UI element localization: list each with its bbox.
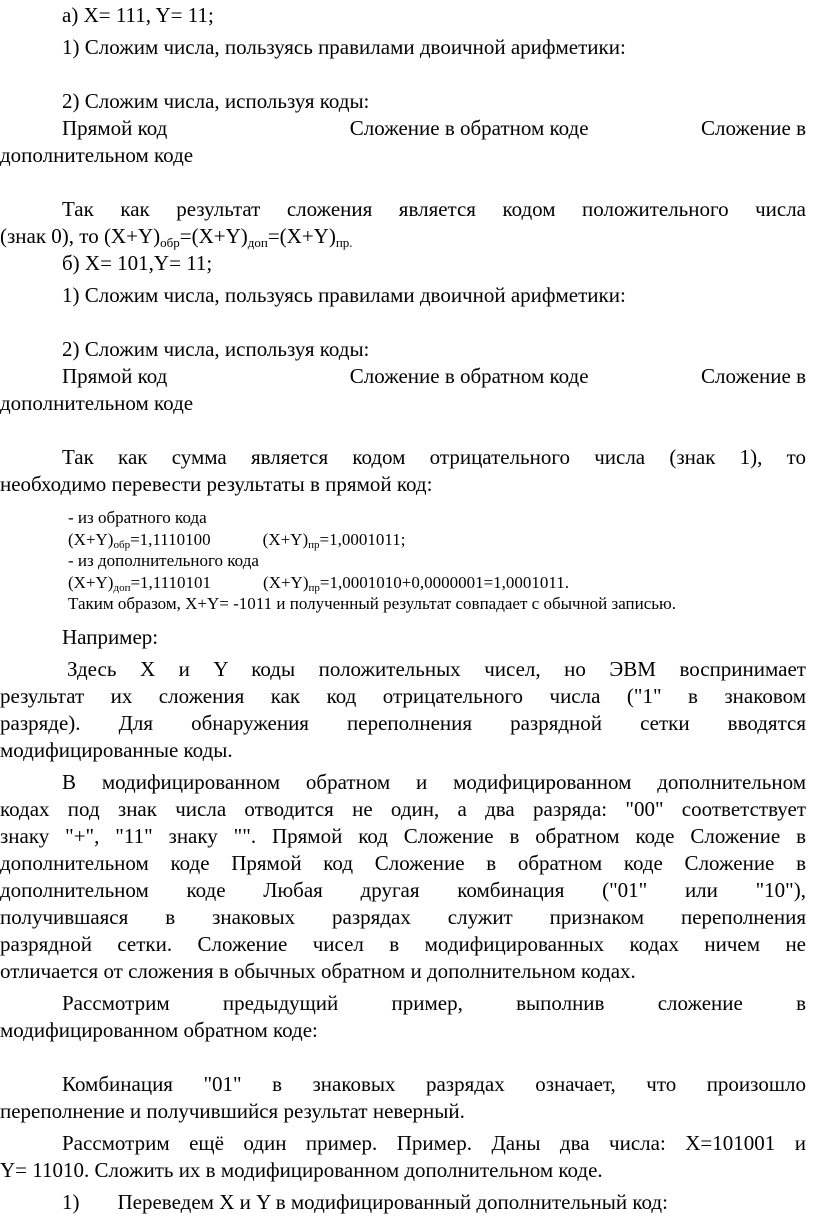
modified-line-7: разрядной сетки. Сложение чисел в модифицированных кодах ничем не <box>0 932 806 956</box>
col-direct-code: Прямой код <box>62 364 168 388</box>
section-a-step2: 2) Сложим числа, используя коды: <box>62 89 370 113</box>
modified-line-8: отличается от сложения в обычных обратном и дополнительном кодах. <box>0 959 636 983</box>
combination-line-2: переполнение и получившийся результат неверный. <box>0 1099 465 1123</box>
section-a-columns <box>62 115 806 142</box>
another-line-2: Y= 11010. Сложить их в модифицированном дополнительном коде. <box>0 1158 603 1182</box>
section-b-title: б) X= 101,Y= 11; <box>62 251 213 275</box>
inset-conversion-block <box>68 507 808 615</box>
modified-line-3: знаку "+", "11" знаку "". Прямой код Сложение в обратном коде Сложение в <box>0 824 806 848</box>
modified-line-5: дополнительном коде Любая другая комбинация ("01" или "10"), <box>0 878 806 902</box>
section-b-conclusion-1: Так как сумма является кодом отрицательного числа (знак 1), то <box>62 445 806 469</box>
modified-line-6: получившаяся в знаковых разрядах служит признаком переполнения <box>0 905 806 929</box>
col-twos-complement: Сложение в <box>701 116 806 140</box>
modified-line-1: В модифицированном обратном и модифицированном дополнительном <box>62 770 806 794</box>
modified-line-4: дополнительном коде Прямой код Сложение в обратном коде Сложение в <box>0 851 806 875</box>
inset-from-twos: - из дополнительного кода <box>68 551 259 570</box>
section-b-columns <box>62 363 806 390</box>
section-a-conclusion-2: (знак 0), то $(X+Y)_{обр}=(X+Y)_{доп}=(X+Y)_{пр.}$ <box>0 224 353 250</box>
section-b-step1: 1) Сложим числа, пользуясь правилами двоичной арифметики: <box>62 283 626 307</box>
example-heading: Например: <box>62 625 159 649</box>
section-b-col3-cont: дополнительном коде <box>0 391 194 415</box>
inset-twos-result: $(X+Y)_{доп}=1,1110101$ $(X+Y)_{пр}=1,0001010+0,0000001=1,0001011$. <box>68 572 570 594</box>
example-line-3: разряде). Для обнаружения переполнения разрядной сетки вводятся <box>0 711 806 735</box>
inset-ones-result: $(X+Y)_{обр}=1,1110100$ $(X+Y)_{пр}=1,0001011$; <box>68 529 406 551</box>
another-line-1: Рассмотрим ещё один пример. Пример. Даны два числа: X=101001 и <box>62 1131 806 1155</box>
list-number: 1) <box>62 1190 80 1214</box>
section-b-conclusion-2: необходимо перевести результаты в прямой код: <box>0 472 433 496</box>
section-a-col3-cont: дополнительном коде <box>0 143 194 167</box>
example-line-1: Здесь X и Y коды положительных чисел, но ЭВМ воспринимает <box>67 657 806 681</box>
section-b-step2: 2) Сложим числа, используя коды: <box>62 337 370 361</box>
modified-line-2: кодах под знак числа отводится не один, а два разряда: "00" соответствует <box>0 797 806 821</box>
list-text: Переведем X и Y в модифицированный дополнительный код: <box>117 1190 668 1214</box>
section-a-step1: 1) Сложим числа, пользуясь правилами двоичной арифметики: <box>62 35 626 59</box>
consider-line-1: Рассмотрим предыдущий пример, выполнив сложение в <box>62 991 806 1015</box>
col-twos-complement: Сложение в <box>701 364 806 388</box>
inset-from-ones: - из обратного кода <box>68 508 207 527</box>
combination-line-1: Комбинация "01" в знаковых разрядах означает, что произошло <box>62 1072 806 1096</box>
example-line-4: модифицированные коды. <box>0 738 233 762</box>
col-ones-complement: Сложение в обратном коде <box>349 364 589 388</box>
col-direct-code: Прямой код <box>62 116 168 140</box>
example-line-2: результат их сложения как код отрицательного числа ("1" в знаковом <box>0 684 806 708</box>
section-a-title: а) X= 111, Y= 11; <box>62 3 214 27</box>
another-line-3 <box>62 1189 806 1216</box>
col-ones-complement: Сложение в обратном коде <box>349 116 589 140</box>
inset-conclusion: Таким образом, X+Y= -1011 и полученный результат совпадает с обычной записью. <box>68 594 676 613</box>
section-a-conclusion-1: Так как результат сложения является кодом положительного числа <box>62 197 806 221</box>
consider-line-2: модифицированном обратном коде: <box>0 1018 318 1042</box>
